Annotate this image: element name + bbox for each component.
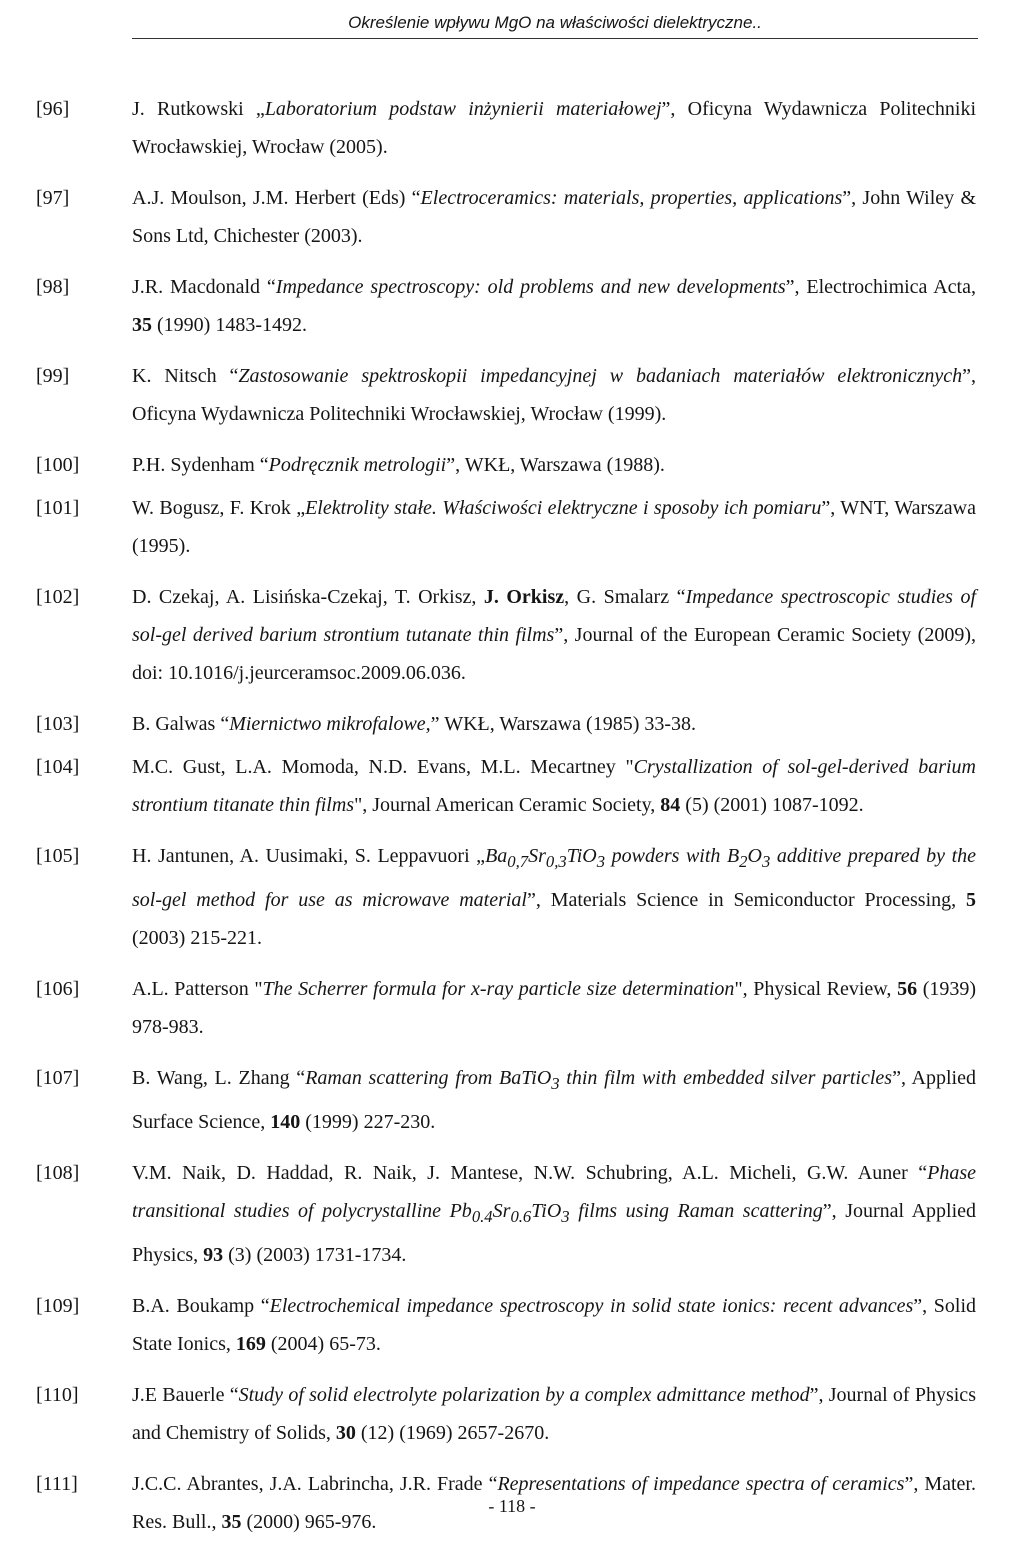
reference-number: [102] bbox=[36, 586, 80, 608]
reference-100 bbox=[36, 446, 976, 484]
reference-number: [106] bbox=[36, 978, 80, 1000]
reference-98 bbox=[36, 268, 976, 344]
reference-text: B.A. Boukamp “Electrochemical impedance spectroscopy in solid state ionics: recent advances”, Solid State Ionics, 169 (2004) 65-73. bbox=[132, 1295, 977, 1355]
reference-text: W. Bogusz, F. Krok „Elektrolity stałe. Właściwości elektryczne i sposoby ich pomiaru”, WNT, Warszawa (1995). bbox=[132, 497, 977, 557]
reference-text: D. Czekaj, A. Lisińska-Czekaj, T. Orkisz, J. Orkisz, G. Smalarz “Impedance spectroscopic studies of sol-gel derived barium strontium tutanate thin films”, Journal of the European Ceramic Society (2009), doi: 10.1016/j.jeurceramsoc.2009.06.036. bbox=[132, 586, 977, 684]
reference-number: [101] bbox=[36, 497, 80, 519]
reference-text: H. Jantunen, A. Uusimaki, S. Leppavuori $„Ba_{0,7}Sr_{0,3}TiO_3$ powders with $B_2O_3$ additive prepared by the sol-gel method for use as microwave material”, Materials Science in Semiconductor Processing, 5 (2003) 215-221. bbox=[132, 845, 977, 949]
reference-110 bbox=[36, 1376, 976, 1452]
reference-number: [108] bbox=[36, 1162, 80, 1184]
reference-99 bbox=[36, 357, 976, 433]
reference-number: [103] bbox=[36, 713, 80, 735]
reference-104 bbox=[36, 748, 976, 824]
reference-number: [105] bbox=[36, 845, 80, 867]
reference-list bbox=[36, 90, 976, 1554]
reference-text: K. Nitsch “Zastosowanie spektroskopii impedancyjnej w badaniach materiałów elektronicznych”, Oficyna Wydawnicza Politechniki Wrocławskiej, Wrocław (1999). bbox=[132, 365, 976, 425]
reference-number: [111] bbox=[36, 1473, 78, 1495]
reference-109 bbox=[36, 1287, 976, 1363]
reference-97 bbox=[36, 179, 976, 255]
reference-text: B. Galwas “Miernictwo mikrofalowe,” WKŁ, Warszawa (1985) 33-38. bbox=[132, 713, 697, 735]
page-number: - 118 - bbox=[488, 1496, 536, 1516]
running-header: Określenie wpływu MgO na właściwości dielektryczne.. bbox=[132, 10, 978, 39]
reference-number: [110] bbox=[36, 1384, 79, 1406]
reference-106 bbox=[36, 970, 976, 1046]
reference-text: J.R. Macdonald “Impedance spectroscopy: old problems and new developments”, Electrochimica Acta, 35 (1990) 1483-1492. bbox=[132, 276, 976, 336]
reference-text: J.C.C. Abrantes, J.A. Labrincha, J.R. Frade “Representations of impedance spectra of ceramics”, Mater. Res. Bull., 35 (2000) 965-976. bbox=[132, 1473, 976, 1533]
reference-108 bbox=[36, 1154, 976, 1274]
reference-text: B. Wang, L. Zhang “Raman scattering from BaTiO$_3$ thin film with embedded silver particles”, Applied Surface Science, 140 (1999) 227-230. bbox=[132, 1067, 976, 1133]
reference-number: [96] bbox=[36, 98, 70, 120]
reference-text: M.C. Gust, L.A. Momoda, N.D. Evans, M.L. Mecartney "Crystallization of sol-gel-derived barium strontium titanate thin films", Journal American Ceramic Society, 84 (5) (2001) 1087-1092. bbox=[132, 756, 977, 816]
reference-number: [107] bbox=[36, 1067, 80, 1089]
reference-number: [99] bbox=[36, 365, 70, 387]
reference-103 bbox=[36, 705, 976, 743]
reference-text: A.L. Patterson "The Scherrer formula for x-ray particle size determination", Physical Review, 56 (1939) 978-983. bbox=[132, 978, 977, 1038]
reference-number: [97] bbox=[36, 187, 70, 209]
reference-number: [104] bbox=[36, 756, 80, 778]
reference-number: [98] bbox=[36, 276, 70, 298]
reference-number: [109] bbox=[36, 1295, 80, 1317]
reference-text: V.M. Naik, D. Haddad, R. Naik, J. Mantese, N.W. Schubring, A.L. Micheli, G.W. Auner “Phase transitional studies of polycrystalline $Pb_{0.4}Sr_{0.6}TiO_3$ films using Raman scattering”, Journal Applied Physics, 93 (3) (2003) 1731-1734. bbox=[132, 1162, 976, 1266]
reference-105 bbox=[36, 837, 976, 957]
reference-96 bbox=[36, 90, 976, 166]
reference-102 bbox=[36, 578, 976, 692]
reference-text: J.E Bauerle “Study of solid electrolyte polarization by a complex admittance method”, Journal of Physics and Chemistry of Solids, 30 (12) (1969) 2657-2670. bbox=[132, 1384, 976, 1444]
reference-101 bbox=[36, 489, 976, 565]
reference-107 bbox=[36, 1059, 976, 1141]
reference-text: J. Rutkowski „Laboratorium podstaw inżynierii materiałowej”, Oficyna Wydawnicza Politechniki Wrocławskiej, Wrocław (2005). bbox=[132, 98, 976, 158]
reference-text: A.J. Moulson, J.M. Herbert (Eds) “Electroceramics: materials, properties, applications”, John Wiley & Sons Ltd, Chichester (2003). bbox=[132, 187, 977, 247]
reference-text: P.H. Sydenham “Podręcznik metrologii”, WKŁ, Warszawa (1988). bbox=[132, 454, 665, 476]
reference-number: [100] bbox=[36, 454, 80, 476]
